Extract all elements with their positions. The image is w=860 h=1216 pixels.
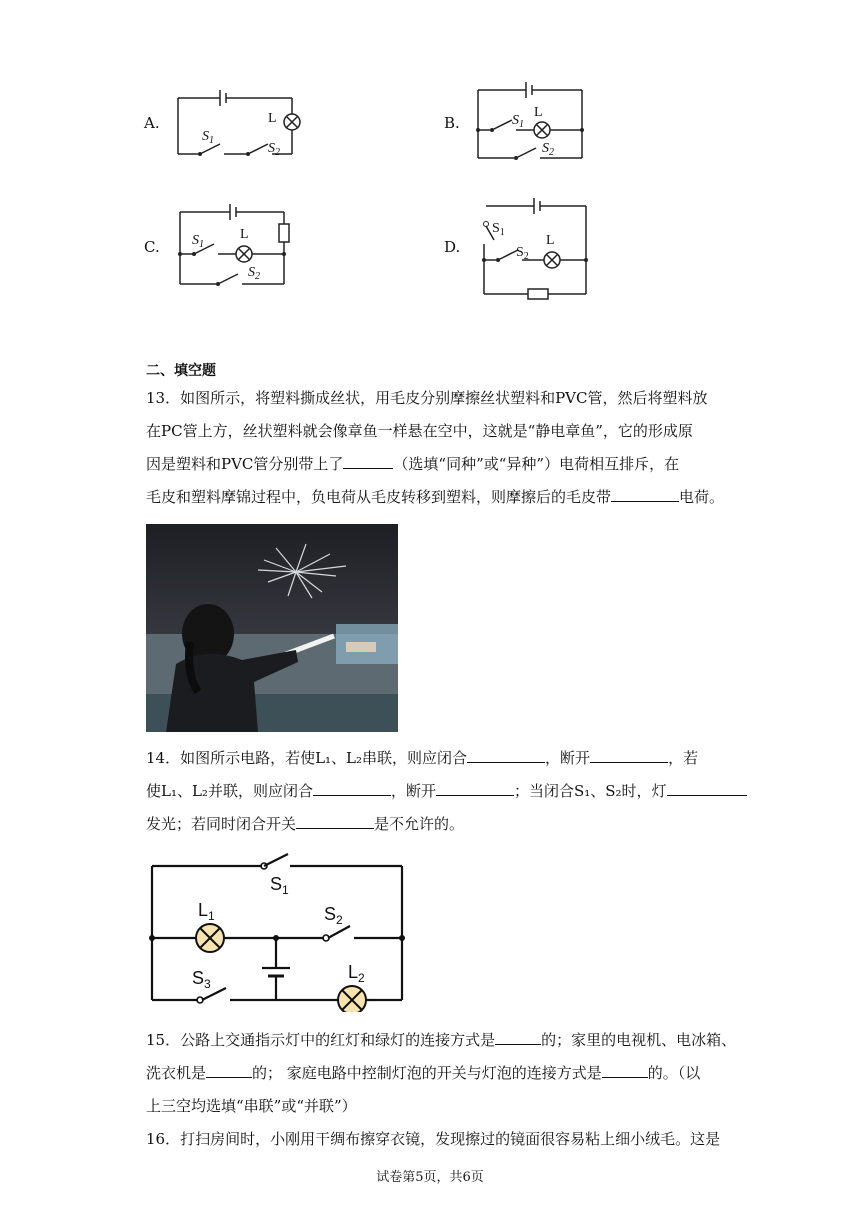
- svg-text:S2: $S_2$: [516, 245, 529, 262]
- svg-text:S1: $S_1$: [512, 113, 524, 130]
- svg-text:L: L: [268, 111, 277, 126]
- option-b-label: B.: [444, 114, 460, 132]
- svg-text:L1: $L_1$: [198, 900, 215, 923]
- static-octopus-photo: [146, 524, 398, 732]
- resistor-icon: [279, 224, 289, 242]
- svg-text:S3: $S_3$: [192, 968, 211, 991]
- svg-text:L: L: [546, 233, 555, 248]
- option-c-label: C.: [144, 238, 160, 256]
- answer-blank[interactable]: [590, 748, 668, 763]
- switch-s1-blade: [264, 854, 288, 866]
- page-footer: 试卷第5页，共6页: [376, 1170, 484, 1185]
- circuit-b-diagram: [470, 76, 590, 166]
- answer-blank[interactable]: [667, 781, 747, 796]
- answer-blank[interactable]: [602, 1063, 648, 1078]
- svg-text:S2: $S_2$: [248, 265, 260, 282]
- answer-blank[interactable]: [296, 814, 374, 829]
- svg-text:L: L: [240, 227, 249, 242]
- answer-blank[interactable]: [343, 454, 393, 469]
- svg-text:L2: $L_2$: [348, 962, 365, 985]
- svg-text:S2: $S_2$: [542, 141, 554, 158]
- switch-s2-blade: [328, 926, 350, 938]
- answer-blank[interactable]: [611, 487, 679, 502]
- switch-s2-blade: [248, 144, 268, 154]
- question-16: 16．打扫房间时，小刚用干绸布擦穿衣镜，发现擦过的镜面很容易粘上细小绒毛。这是: [146, 1130, 721, 1148]
- svg-text:S2: $S_2$: [324, 904, 343, 927]
- question-15: 15．公路上交通指示灯中的红灯和绿灯的连接方式是 的；家里的电视机、电冰箱、 洗衣机是 的； 家庭电路中控制灯泡的开关与灯泡的连接方式是 的。（以 上三空均选填“串联”或“并联”）: [146, 1031, 737, 1115]
- answer-blank[interactable]: [495, 1030, 541, 1045]
- svg-text:S1: $S_1$: [192, 233, 204, 250]
- circuit-q14-diagram: [140, 846, 420, 1012]
- svg-text:L: L: [534, 105, 543, 120]
- question-13: 13．如图所示，将塑料撕成丝状，用毛皮分别摩擦丝状塑料和PVC管，然后将塑料放 在PC管上方，丝状塑料就会像章鱼一样悬在空中，这就是“静电章鱼”，它的形成原 因是塑料和PVC管分别带上了 （选填“同种”或“异种”）电荷相互排斥，在 毛皮和塑料摩锦过程中，负电荷从毛皮转移到塑料，则摩擦后的毛皮带 电荷。: [146, 389, 725, 506]
- svg-text:S1: $S_1$: [202, 129, 214, 146]
- answer-blank[interactable]: [436, 781, 514, 796]
- option-a-label: A.: [144, 114, 160, 132]
- circuit-a-diagram: [168, 78, 308, 168]
- option-d-label: D.: [444, 238, 461, 256]
- question-14: 14．如图所示电路，若使L₁、L₂串联，则应闭合 ，断开 ，若 使L₁、L₂并联，则应闭合 ，断开 ；当闭合S₁、S₂时，灯 发光；若同时闭合开关 是不允许的。: [146, 742, 720, 841]
- svg-text:S1: $S_1$: [492, 221, 505, 238]
- resistor-icon: [528, 289, 548, 299]
- answer-blank[interactable]: [313, 781, 391, 796]
- svg-text:S1: $S_1$: [270, 874, 289, 897]
- circuit-c-diagram: [172, 200, 296, 290]
- answer-blank[interactable]: [206, 1063, 252, 1078]
- section-heading: 二、填空题: [146, 363, 216, 379]
- photo-illustration: [146, 524, 398, 732]
- svg-text:S2: $S_2$: [268, 141, 280, 158]
- circuit-d-diagram: [476, 194, 596, 302]
- answer-blank[interactable]: [467, 748, 545, 763]
